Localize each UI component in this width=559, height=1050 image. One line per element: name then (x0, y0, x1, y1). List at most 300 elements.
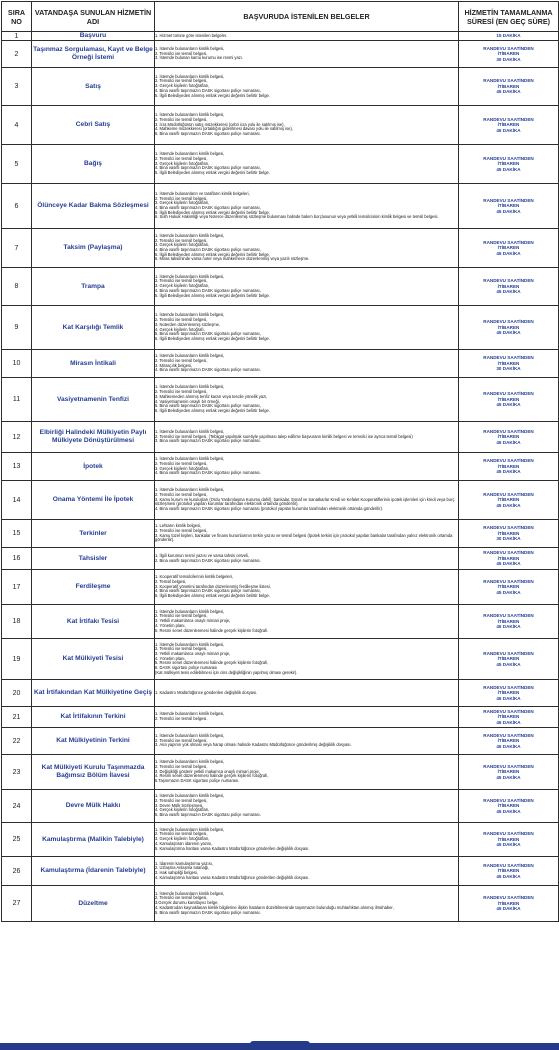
completion-time-line: RANDEVU SAATİNDEN (483, 525, 534, 531)
document-item: 1. İstemde bulunanların kimlik belgesi, (155, 151, 225, 157)
document-item: 4. Bina vasıflı taşınmazın DASK sigortası poliçe numarası, (155, 87, 261, 93)
completion-time-line: İTİBAREN (497, 714, 520, 720)
row-number: 5 (2, 145, 32, 184)
service-name: Tahsisler (32, 548, 155, 570)
required-documents (155, 790, 459, 823)
header-documents: BAŞVURUDA İSTENİLEN BELGELER (155, 2, 459, 32)
completion-time (459, 790, 559, 823)
document-item: 1. Hizmet türüne göre istenilen belgeler. (155, 32, 228, 38)
document-item: 5. İlgili Belediyeden alınmış emlak vergisi değerini belirtir belge. (155, 292, 270, 298)
row-number: 26 (2, 857, 32, 886)
document-item: 2. Temsilci ise temsil belgesi, (155, 317, 208, 323)
completion-time-line: RANDEVU SAATİNDEN (483, 278, 534, 284)
row-number: 24 (2, 790, 32, 823)
completion-time-line: 45 DAKİKA (496, 743, 521, 749)
document-item: (Kat mülkiyeti tesis edilebilmesi için cins değişikliğinin yapılmış olması gerekir). (155, 669, 298, 675)
document-item: 2. Temsilci ise temsil belgesi, (155, 357, 208, 363)
required-documents (155, 639, 459, 680)
header-no: SIRA NO (2, 2, 32, 32)
document-item: 6. İlgili Belediyeden alınmış emlak vergisi değerini belirtir belge. (155, 407, 270, 413)
required-documents (155, 570, 459, 605)
document-item: 4. Gerçek kişilerin fotoğrafı, (155, 326, 205, 332)
document-item: 2. Temsilci ise temsil belgesi, (155, 460, 208, 466)
document-item: 5. Kamulaştırma haritası varsa Kadastro Müdürlüğünce gönderilen değişiklik dosyası. (155, 845, 310, 851)
completion-time (459, 680, 559, 707)
completion-time-line: 45 DAKİKA (496, 695, 521, 701)
document-item: 4. Bina vasıflı taşınmazın DASK sigortası poliçe numarası, (155, 205, 261, 210)
document-item: 1. İstemde bulunanların kimlik belgesi, (155, 641, 225, 647)
document-item: 1. İstemde bulunanların ve tarafların kimlik belgeleri, (155, 190, 250, 196)
row-number: 1 (2, 32, 32, 41)
completion-time (459, 32, 559, 41)
required-documents (155, 350, 459, 378)
completion-time-line: RANDEVU SAATİNDEN (483, 578, 534, 584)
document-item: 5. Bina vasıflı taşınmazın DASK sigortası poliçe numarası. (155, 131, 261, 137)
table-row (2, 639, 559, 680)
table-row (2, 707, 559, 728)
document-item: 3. Bina vasıflı taşınmazın DASK sigortası poliçe numarası. (155, 438, 261, 444)
document-item: 2. Temsilci ise temsil belgesi, (155, 50, 208, 56)
service-name: Trampa (32, 268, 155, 306)
completion-time-line: RANDEVU SAATİNDEN (483, 116, 534, 122)
document-item: 2. Bina vasıflı taşınmazın DASK sigortası poliçe numarası. (155, 557, 261, 563)
completion-time (459, 481, 559, 520)
service-name: Vasiyetnamenin Tenfizi (32, 378, 155, 422)
document-item: 5. İlgili Belediyeden alınmış emlak vergisi değerini belirtir belge. (155, 92, 270, 98)
completion-time-line: 45 DAKİKA (496, 589, 521, 595)
document-item: 3. Kooperatif yönetimi tarafından düzenlenmiş ferdileşme listesi, (155, 583, 271, 589)
completion-time (459, 41, 559, 68)
completion-time (459, 145, 559, 184)
table-row (2, 32, 559, 41)
row-number: 6 (2, 184, 32, 229)
service-name: Kat Karşılığı Temlik (32, 306, 155, 350)
document-item: 4. Gerçek kişilerin fotoğrafları, (155, 807, 210, 813)
document-item: 4. Bina vasıflı taşınmazın DASK sigortası poliçe numarası, (155, 588, 261, 594)
table-row (2, 520, 559, 548)
document-item: 1. İstemde bulunanların kimlik belgesi, (155, 826, 225, 832)
table-row (2, 229, 559, 268)
service-name: İpotek (32, 453, 155, 481)
document-item: 5. İlgili Belediyeden alınmış emlak vergisi değerini belirtir belge, (155, 209, 270, 215)
row-number: 10 (2, 350, 32, 378)
required-documents (155, 548, 459, 570)
completion-time-line: İTİBAREN (497, 51, 520, 57)
document-item: 4. Vasiyetnamenin onaylı bir örneği, (155, 398, 220, 404)
document-item: 3. Mahkemeden alınmış tenfiz kararı veya tescile yönelik yazı, (155, 393, 268, 399)
document-item: 5. Bina vasıflı taşınmazın DASK sigortası poliçe numarası. (155, 909, 261, 915)
document-item: 2. Temsilci ise temsil belgesi, (155, 116, 208, 122)
document-item: 3. Ana yapının yok olması veya harap olması halinde Kadastro Müdürlüğünce gönderilmiş değişiklik dosyası. (155, 742, 352, 748)
completion-time-line: 45 DAKİKA (496, 127, 521, 133)
row-number: 7 (2, 229, 32, 268)
completion-time-line: RANDEVU SAATİNDEN (483, 78, 534, 84)
table-row (2, 145, 559, 184)
completion-time-line: 45 DAKİKA (496, 561, 521, 567)
completion-time-line: İTİBAREN (497, 161, 520, 167)
header-service: VATANDAŞA SUNULAN HİZMETİN ADI (32, 2, 155, 32)
completion-time-line: 30 DAKİKA (496, 366, 521, 372)
document-item: 1. İstemde bulunanların kimlik belgesi, (155, 487, 225, 493)
document-item: 5. Bina vasıflı taşınmazın DASK sigortası poliçe numarası. (155, 812, 261, 818)
row-number: 13 (2, 453, 32, 481)
required-documents (155, 32, 459, 41)
service-name: Satış (32, 68, 155, 106)
document-item: 2. Temsilci ise temsil belgesi, (155, 797, 208, 803)
document-item: 2. Temsilci ise temsil belgesi, (Tebligat yapılmak suretiyle yapılması talep edilirse başvurann kimlik belgesi ve temsilci ise ayrıca temsil belgesi) (155, 433, 413, 439)
completion-time (459, 520, 559, 548)
document-item: 3. Gerçek kişilerin fotoğrafları, (155, 465, 210, 471)
completion-time (459, 184, 559, 229)
completion-time (459, 229, 559, 268)
document-item: 3. Devre Mülk Sözleşmesi, (155, 802, 204, 808)
header-time: HİZMETİN TAMAMLANMA SÜRESİ (EN GEÇ SÜRE) (459, 2, 559, 32)
row-number: 27 (2, 886, 32, 922)
document-item: 1. İstemde bulunanların kimlik belgesi, (155, 312, 225, 318)
completion-time-line: RANDEVU SAATİNDEN (483, 355, 534, 361)
service-name: Bağış (32, 145, 155, 184)
completion-time-line: İTİBAREN (497, 555, 520, 561)
document-item: 3. Noterden düzenlenmiş sözleşme, (155, 321, 221, 327)
row-number: 20 (2, 680, 32, 707)
completion-time-line: 45 DAKİKA (496, 719, 521, 725)
document-item: 3. İcra Müdürlüğünün satış müzekkeresi (cebri icra yolu ile satılmış ise), (155, 121, 285, 127)
service-name: Kat İrtifakı Tesisi (32, 605, 155, 639)
completion-time-line: İTİBAREN (497, 738, 520, 744)
completion-time (459, 728, 559, 755)
document-item: 4. Bina vasıflı taşınmazın DASK sigortası poliçe numarası, (155, 287, 261, 293)
document-item: 6. İlgili Belediyeden alınmış emlak vergisi değerini belirtir belge. (155, 335, 270, 341)
document-item: 3. Mirasçılık belgesi, (155, 362, 193, 368)
document-item: 1. İstemde bulunanların kimlik belgesi, (155, 232, 225, 238)
service-name: Mirasın İntikali (32, 350, 155, 378)
service-name: Ferdileşme (32, 570, 155, 605)
document-item: 2. Temsilci ise temsil belgesi, (155, 389, 208, 395)
table-row (2, 106, 559, 145)
table-row (2, 570, 559, 605)
document-item: 6. DASK sigortası poliçe numarası (155, 665, 218, 671)
completion-time (459, 306, 559, 350)
document-item: 1. İstemde bulunanların kimlik belgesi, (155, 384, 225, 390)
required-documents (155, 728, 459, 755)
completion-time (459, 886, 559, 922)
required-documents (155, 886, 459, 922)
completion-time-line: 45 DAKİKA (496, 402, 521, 408)
completion-time (459, 453, 559, 481)
document-item: 5. İlgili Belediyeden alınmış emlak vergisi değerini belirtir belge, (155, 251, 270, 257)
document-item: 1. İstemde bulunanların kimlik belgesi, (155, 759, 225, 765)
required-documents (155, 707, 459, 728)
service-name: Cebri Satış (32, 106, 155, 145)
completion-time-line: İTİBAREN (497, 530, 520, 536)
table-row (2, 453, 559, 481)
document-item: 2. Temsilci ise temsil belgesi, (155, 155, 208, 161)
document-item: 2. Temsilci ise temsil belgesi, (155, 527, 208, 533)
document-item: 3. İstemde bulunan kamu kurumu ise resmi yazı. (155, 55, 244, 61)
document-item: 2. Temsilci ise temsil belgesi, (155, 491, 208, 497)
document-item: 1. İstemde bulunanların kimlik belgesi, (155, 793, 225, 799)
completion-time-line: 45 DAKİKA (496, 250, 521, 256)
row-number: 3 (2, 68, 32, 106)
completion-time-line: RANDEVU SAATİNDEN (483, 708, 534, 714)
document-item: 6. Miras taksiminde varsa noter veya mahkemece düzenlenmiş veya yazılı sözleşme. (155, 256, 310, 262)
document-item: 2. Uzlaşma Anlaşma tutanağı, (155, 865, 210, 871)
row-number: 22 (2, 728, 32, 755)
row-number: 15 (2, 520, 32, 548)
completion-time-line: İTİBAREN (497, 434, 520, 440)
completion-time-line: RANDEVU SAATİNDEN (483, 550, 534, 556)
completion-time-line: 30 DAKİKA (496, 56, 521, 62)
table-row (2, 378, 559, 422)
document-item: 4. Bina vasıflı taşınmazın DASK sigortası poliçe numarası. (155, 470, 261, 476)
service-name: Ölünceye Kadar Bakma Sözleşmesi (32, 184, 155, 229)
document-item: 1. İstemde bulunanların kimlik belgesi, (155, 608, 225, 614)
service-name: Taksim (Paylaşma) (32, 229, 155, 268)
required-documents (155, 755, 459, 790)
document-item: 5. İlgili Belediyeden alınmış emlak vergisi değerini belirtir belge. (155, 170, 270, 176)
completion-time-line: İTİBAREN (497, 203, 520, 209)
service-name: Düzeltme (32, 886, 155, 922)
completion-time-line: İTİBAREN (497, 836, 520, 842)
completion-time-line: RANDEVU SAATİNDEN (483, 732, 534, 738)
completion-time-line: İTİBAREN (497, 584, 520, 590)
completion-time-line: İTİBAREN (497, 122, 520, 128)
completion-time-line: RANDEVU SAATİNDEN (483, 428, 534, 434)
completion-time (459, 68, 559, 106)
row-number: 12 (2, 422, 32, 453)
completion-time (459, 605, 559, 639)
document-item: 4. Bina vasıflı taşınmazın DASK sigortası poliçe numarası. (155, 367, 261, 373)
completion-time-line: 45 DAKİKA (496, 808, 521, 814)
document-item: 6. Sulh Hukuk Hakimliği veya Noterce düzenlenmiş sözleşme bulunması halinde bakım borçlusunun veya yetkili temsilcisinin kimlik belgesi ve temsil belgesi. (155, 214, 439, 220)
completion-time (459, 823, 559, 857)
completion-time-line: RANDEVU SAATİNDEN (483, 650, 534, 656)
completion-time (459, 857, 559, 886)
document-item: 5. Bina vasıflı taşınmazın DASK sigortası poliçe numarası, (155, 403, 261, 409)
header-row (2, 2, 559, 32)
service-name: Kat Mülkiyeti Tesisi (32, 639, 155, 680)
document-item: 2. Temsilci ise temsil belgesi, (155, 613, 208, 619)
row-number: 17 (2, 570, 32, 605)
document-item: 4. Kamulaştıran idarenin yazısı, (155, 840, 213, 846)
document-item: 5. Resmi senet düzenlenmesi halinde gerçek kişilerin fotoğrafı. (155, 627, 269, 633)
document-item: 3. Gerçek kişilerin fotoğrafları, (155, 283, 210, 289)
document-item: 1. İlgili kurumun resmi yazısı ve varsa tahsis cetveli, (155, 552, 249, 558)
required-documents (155, 857, 459, 886)
document-item: 2. Temsilci ise temsil belgesi, (155, 278, 208, 284)
completion-time-line: RANDEVU SAATİNDEN (483, 862, 534, 868)
row-number: 9 (2, 306, 32, 350)
completion-time-line: İTİBAREN (497, 283, 520, 289)
document-item: 3. Yetkili makamlarca onaylı mimari proje, (155, 618, 231, 624)
required-documents (155, 306, 459, 350)
table-row (2, 306, 559, 350)
completion-time (459, 707, 559, 728)
row-number: 16 (2, 548, 32, 570)
row-number: 11 (2, 378, 32, 422)
completion-time (459, 548, 559, 570)
required-documents (155, 68, 459, 106)
row-number: 25 (2, 823, 32, 857)
required-documents (155, 184, 459, 229)
table-row (2, 886, 559, 922)
table-row (2, 790, 559, 823)
completion-time-line: İTİBAREN (497, 868, 520, 874)
document-item: 4. Bina vasıflı taşınmazın DASK sigortası poliçe numarası, (155, 247, 261, 252)
service-name: Kat İrtifakından Kat Mülkiyetine Geçiş (32, 680, 155, 707)
completion-time-line: 45 DAKİKA (496, 208, 521, 214)
completion-time-line: RANDEVU SAATİNDEN (483, 895, 534, 901)
document-item: 1. İstemde bulunanların kimlik belgesi, (155, 456, 225, 462)
document-item: 3. Gerçek kişilerin fotoğrafları, (155, 200, 210, 206)
completion-time (459, 755, 559, 790)
document-item: 3. Hak sahipliği belgesi, (155, 870, 199, 875)
document-item: 1. Lehtarın kimlik belgesi, (155, 523, 202, 529)
service-name: Kat Mülkiyeti Kurulu Taşınmazda Bağımsız Bölüm İlavesi (32, 755, 155, 790)
service-name: Kamulaştırma (Malikin Talebiyle) (32, 823, 155, 857)
document-item: 3. Yetkili makamlarca onaylı mimari proje, (155, 650, 231, 656)
completion-time-line: RANDEVU SAATİNDEN (483, 491, 534, 497)
service-name: Başvuru (32, 32, 155, 41)
completion-time-line: RANDEVU SAATİNDEN (483, 155, 534, 161)
document-item: 1. İstemde bulunanların kimlik belgesi, (155, 732, 225, 738)
footer-bar (0, 1043, 559, 1050)
completion-time-line: İTİBAREN (497, 360, 520, 366)
completion-time-line: 45 DAKİKA (496, 439, 521, 445)
row-number: 19 (2, 639, 32, 680)
document-item: 4. Mahkeme müzekkeresi (ortaklığın giderilmesi davası yolu ile satılmış ise), (155, 126, 293, 132)
table-row (2, 728, 559, 755)
completion-time-line: 45 DAKİKA (496, 502, 521, 508)
completion-time-line: İTİBAREN (497, 618, 520, 624)
service-name: Kat İrtifakının Terkini (32, 707, 155, 728)
completion-time (459, 378, 559, 422)
completion-time-line: 45 DAKİKA (496, 906, 521, 912)
document-item: 2. Temsilci ise temsil belgesi, (155, 737, 208, 743)
completion-time (459, 268, 559, 306)
completion-time-line: İTİBAREN (497, 324, 520, 330)
row-number: 4 (2, 106, 32, 145)
required-documents (155, 680, 459, 707)
table-row (2, 605, 559, 639)
completion-time-line: RANDEVU SAATİNDEN (483, 797, 534, 803)
required-documents (155, 229, 459, 268)
completion-time-line: 45 DAKİKA (496, 469, 521, 475)
required-documents (155, 481, 459, 520)
document-item: 2. Temsilci ise temsil belgesi, (155, 78, 208, 84)
completion-time (459, 570, 559, 605)
document-item: 1. İstemde bulunanların kimlik belgesi, (155, 890, 225, 896)
document-item: 2. Temsilci ise temsil belgesi, (155, 763, 208, 769)
completion-time-line: 45 DAKİKA (496, 624, 521, 630)
document-item: 1. İstemde bulunanların kimlik belgesi, (155, 45, 225, 51)
document-item: 1. İstemde bulunanların kimlik belgesi, (155, 353, 225, 359)
document-item: 1. İstemde bulunanların kimlik belgesi, (155, 273, 225, 279)
document-item: 2. Temsilci ise temsil belgesi, (155, 195, 208, 201)
document-item: 3. Gerçek kişilerin fotoğrafları, (155, 242, 210, 248)
required-documents (155, 106, 459, 145)
completion-time-line: 45 DAKİKA (496, 89, 521, 95)
completion-time-line: RANDEVU SAATİNDEN (483, 458, 534, 464)
completion-time-line: İTİBAREN (497, 245, 520, 251)
table-row (2, 41, 559, 68)
table-row (2, 422, 559, 453)
completion-time-line: 45 DAKİKA (496, 330, 521, 336)
document-item: 1. İstemde bulunanların kimlik belgesi, (155, 112, 225, 118)
completion-time-line: İTİBAREN (497, 900, 520, 906)
completion-time-line: 45 DAKİKA (496, 774, 521, 780)
document-item: 2. Temsilci ise temsil belgesi. (155, 716, 208, 721)
completion-time-line: İTİBAREN (497, 769, 520, 775)
document-item: 2. Temsilci ise temsil belgesi, (155, 646, 208, 652)
table-row (2, 755, 559, 790)
completion-time-line: 15 DAKİKA (496, 33, 521, 39)
services-table (1, 1, 559, 922)
table-row (2, 481, 559, 520)
completion-time (459, 639, 559, 680)
service-name: Terkinler (32, 520, 155, 548)
document-item: 3. Değişikliği gösterir yetkili makamca onaylı mimari proje, (155, 768, 260, 774)
completion-time-line: RANDEVU SAATİNDEN (483, 197, 534, 203)
table-row (2, 823, 559, 857)
completion-time-line: İTİBAREN (497, 690, 520, 696)
completion-time-line: 30 DAKİKA (496, 536, 521, 542)
completion-time-line: 45 DAKİKA (496, 289, 521, 295)
service-name: Elbirliği Halindeki Mülkiyetin Paylı Mülkiyete Dönüştürülmesi (32, 422, 155, 453)
document-item: 5. İlgili Belediyeden alınmış emlak vergisi değerini belirtir belge. (155, 593, 270, 599)
completion-time-line: 45 DAKİKA (496, 842, 521, 848)
document-item: 3. Gerçek kişilerin fotoğrafları, (155, 83, 210, 89)
row-number: 14 (2, 481, 32, 520)
required-documents (155, 41, 459, 68)
table-row (2, 268, 559, 306)
completion-time-line: İTİBAREN (497, 396, 520, 402)
table-row (2, 680, 559, 707)
required-documents (155, 422, 459, 453)
completion-time-line: İTİBAREN (497, 463, 520, 469)
document-item: 5. Bina vasıflı taşınmazın DASK sigortası poliçe numarası, (155, 331, 261, 337)
document-item: 4. Kadastrodan kaynaklanan kimlik bilgilerine ilişkin hataların düzeltilmesinde taşınmazın bulunduğu muhtarlıktan alınmış ilmühaber, (155, 904, 394, 910)
completion-time-line: RANDEVU SAATİNDEN (483, 391, 534, 397)
service-name: Taşınmaz Sorgulaması, Kayıt ve Belge Örneği İstemi (32, 41, 155, 68)
row-number: 21 (2, 707, 32, 728)
table-row (2, 857, 559, 886)
document-item: 4. Yönetim planı, (155, 622, 186, 628)
document-item: 5.Taşınmazın DASK sigortası poliçe numarası. (155, 778, 240, 784)
document-item: 3. Kamu kurum ve kuruluşları (Ordu Yardımlaşma Kurumu dahil), bankalar, Esnaf ve Sanatkarlar Kredi ve Kefalet Kooperatiflerinin ipotek işlemleri için kredi veya borç sözleşmesi (protokol yapılan kurumlar tarafından elektronik ortamda gönderilir), (155, 496, 455, 507)
document-item: 2. Temsilci ise temsil belgesi, (155, 895, 208, 901)
required-documents (155, 268, 459, 306)
required-documents (155, 520, 459, 548)
completion-time (459, 106, 559, 145)
document-item: 4. Bina vasıflı taşınmazın DASK sigortası poliçe numarası, (155, 165, 261, 171)
completion-time (459, 422, 559, 453)
completion-time-line: İTİBAREN (497, 83, 520, 89)
required-documents (155, 378, 459, 422)
document-item: 2. Temsilci ise temsil belgesi, (155, 831, 208, 837)
service-name: Onama Yöntemi İle İpotek (32, 481, 155, 520)
completion-time-line: İTİBAREN (497, 497, 520, 503)
document-item: 1. Kooperatif temsilcilerinin kimlik belgeleri, (155, 574, 234, 580)
document-item: 1. İstemde bulunanların kimlik belgesi, (155, 428, 225, 434)
required-documents (155, 145, 459, 184)
row-number: 18 (2, 605, 32, 639)
document-item: 1. Kadastro Müdürlüğünce gönderilen değişiklik dosyası. (155, 689, 258, 695)
completion-time-line: 45 DAKİKA (496, 661, 521, 667)
document-item: 3. Gerçek kişilerin fotoğrafları, (155, 160, 210, 166)
table-row (2, 548, 559, 570)
completion-time-line: 45 DAKİKA (496, 166, 521, 172)
